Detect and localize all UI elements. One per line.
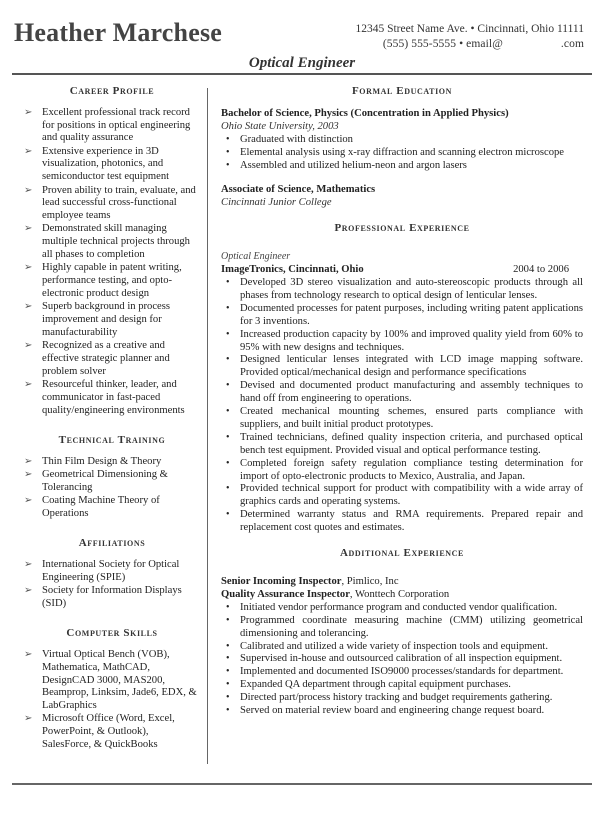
bullet-icon: • xyxy=(226,276,230,288)
list-item: • Provided technical support for product with compatibility with a wide array of graphics cards and operating systems. xyxy=(226,483,583,508)
experience-list xyxy=(221,277,583,535)
arrow-bullet-icon: ➢ xyxy=(24,262,33,274)
column-divider xyxy=(207,88,208,764)
list-item: ➢ Coating Machine Theory of Operations xyxy=(24,495,160,519)
list-item: ➢ Resourceful thinker, leader, and communicator in fast-paced quality/engineering environments xyxy=(24,379,185,416)
bullet-icon: • xyxy=(226,431,230,443)
bullet-icon: • xyxy=(226,640,230,652)
bullet-icon: • xyxy=(226,380,230,392)
arrow-bullet-icon: ➢ xyxy=(24,455,33,467)
list-item: ➢ Superb background in process improvement and design for manufacturability xyxy=(24,301,170,338)
arrow-bullet-icon: ➢ xyxy=(24,585,33,597)
list-item: • Determined warranty status and RMA requirements. Prepared repair and replacement cost quotes and estimates. xyxy=(226,509,583,534)
bullet-icon: • xyxy=(226,483,230,495)
affiliations-list xyxy=(24,559,200,611)
computer-skills-heading: Computer Skills xyxy=(66,627,158,640)
additional-experience-heading: Additional Experience xyxy=(340,547,464,560)
bullet-icon: • xyxy=(226,159,230,171)
bullet-icon: • xyxy=(226,679,230,691)
computer-skills-list xyxy=(24,649,200,752)
school-associate: Cincinnati Junior College xyxy=(221,197,332,209)
list-item: ➢ Recognized as a creative and effective strategic planner and problem solver xyxy=(24,340,170,377)
list-item: ➢ Virtual Optical Bench (VOB), Mathematica, MathCAD, DesignCAD 3000, MAS200, Beamprop, Linksim, Jade6, EDX, & LabGraphics xyxy=(24,648,197,712)
left-column xyxy=(24,85,200,752)
job-title-heading: Optical Engineer xyxy=(248,55,356,71)
affiliations-heading: Affiliations xyxy=(78,537,146,550)
bullet-icon: • xyxy=(226,354,230,366)
list-item: • Designed lenticular lenses integrated with LCD image mapping software. Provided optical/mechanical design and performance specifications xyxy=(226,354,583,379)
list-item: • Devised and documented product manufacturing and assembly techniques to hand off from engineering to operations. xyxy=(226,380,583,405)
additional-experience-list xyxy=(221,602,583,718)
experience-heading: Professional Experience xyxy=(334,222,470,235)
list-item: ➢ Highly capable in patent writing, performance testing, and opto-electronic product design xyxy=(24,262,182,299)
phone-email-line xyxy=(355,37,584,52)
company-name: ImageTronics, Cincinnati, Ohio xyxy=(221,264,364,276)
list-item: • Graduated with distinction xyxy=(226,133,353,145)
career-profile-heading: Career Profile xyxy=(69,85,155,97)
email-domain: .com xyxy=(560,38,584,50)
list-item: ➢ Microsoft Office (Word, Excel, PowerPoint, & Outlook), SalesForce, & QuickBooks xyxy=(24,713,175,751)
list-item: • Implemented and documented ISO9000 processes/standards for department. xyxy=(226,666,564,678)
degree-associate: Associate of Science, Mathematics xyxy=(221,184,376,196)
list-item: • Elemental analysis using x-ray diffraction and scanning electron microscope xyxy=(226,146,564,158)
experience-company-row xyxy=(221,264,583,277)
list-item: ➢ Proven ability to train, evaluate, and lead successful cross-functional employee teams xyxy=(24,184,196,222)
list-item: • Increased production capacity by 100% and improved quality yield from 60% to 95% with new designs and techniques. xyxy=(226,328,583,353)
bullet-icon: • xyxy=(226,692,230,704)
list-item: ➢ Thin Film Design & Theory xyxy=(24,455,162,467)
bullet-icon: • xyxy=(226,653,230,665)
bullet-icon: • xyxy=(226,406,230,418)
additional-role-1: Senior Incoming Inspector, Pimlico, Inc xyxy=(221,576,399,587)
list-item: • Calibrated and utilized a wide variety of inspection tools and equipment. xyxy=(226,640,549,652)
additional-role-2: Quality Assurance Inspector, Wonttech Corporation xyxy=(221,588,450,600)
arrow-bullet-icon: ➢ xyxy=(24,106,33,118)
experience-job-title: Optical Engineer xyxy=(221,251,291,263)
arrow-bullet-icon: ➢ xyxy=(24,559,33,570)
arrow-bullet-icon: ➢ xyxy=(24,648,33,660)
arrow-bullet-icon: ➢ xyxy=(24,223,33,235)
list-item: • Trained technicians, defined quality inspection criteria, and purchased optical bench test equipment. Provided visual and optical performance testing. xyxy=(226,431,583,456)
list-item: ➢ Excellent professional track record for positions in optical engineering and quality assurance xyxy=(24,106,191,144)
list-item: • Created mechanical mounting schemes, ensured parts compliance with suppliers, and built initial product prototypes. xyxy=(226,406,583,430)
school-bachelor: Ohio State University, 2003 xyxy=(221,120,339,132)
education-list xyxy=(221,134,583,173)
bullet-icon: • xyxy=(226,146,230,158)
list-item: • Assembled and utilized helium-neon and argon lasers xyxy=(226,159,467,171)
bullet-icon: • xyxy=(226,328,230,340)
right-column xyxy=(221,85,583,718)
header-divider xyxy=(12,73,592,75)
contact-block xyxy=(355,22,584,52)
career-profile-list xyxy=(24,107,200,418)
list-item: ➢ Geometrical Dimensioning & Tolerancing xyxy=(24,469,168,493)
arrow-bullet-icon: ➢ xyxy=(24,379,33,391)
arrow-bullet-icon: ➢ xyxy=(24,713,33,725)
list-item: • Initiated vendor performance program and conducted vendor qualification. xyxy=(226,601,558,613)
arrow-bullet-icon: ➢ xyxy=(24,340,33,352)
technical-training-list xyxy=(24,456,200,521)
bullet-icon: • xyxy=(226,705,230,717)
list-item: • Directed part/process history tracking and budget requirements gathering. xyxy=(226,692,553,704)
arrow-bullet-icon: ➢ xyxy=(24,495,33,507)
bullet-icon: • xyxy=(226,666,230,678)
bullet-icon: • xyxy=(226,133,230,145)
bullet-icon: • xyxy=(226,457,230,469)
list-item: • Supervised in-house and outsourced calibration of all inspection equipment. xyxy=(226,653,563,665)
list-item: • Developed 3D stereo visualization and auto-stereoscopic products through all phases from technology research to optical design of lenticular lenses. xyxy=(226,276,583,301)
bullet-icon: • xyxy=(226,302,230,314)
footer-divider xyxy=(12,783,592,785)
candidate-name: Heather Marchese xyxy=(14,18,223,47)
employment-dates: 2004 to 2006 xyxy=(513,264,569,276)
list-item: ➢ International Society for Optical Engineering (SPIE) xyxy=(24,559,180,583)
degree-bachelor: Bachelor of Science, Physics (Concentration in Applied Physics) xyxy=(221,107,509,119)
bullet-icon: • xyxy=(226,614,230,626)
address-line: 12345 Street Name Ave. • Cincinnati, Ohio 11111 xyxy=(355,23,584,35)
phone-email: (555) 555-5555 • email@ xyxy=(382,38,503,50)
list-item: • Documented processes for patent purposes, including writing patent applications for 3 inventions. xyxy=(226,302,583,327)
list-item: • Expanded QA department through capital equipment purchases. xyxy=(226,679,511,691)
arrow-bullet-icon: ➢ xyxy=(24,469,33,481)
list-item: • Completed foreign safety regulation compliance testing determination for import of opto-electronic products to Mexico, Australia, and Japan. xyxy=(226,457,583,482)
bullet-icon: • xyxy=(226,601,230,613)
bullet-icon: • xyxy=(226,509,230,521)
list-item: • Programmed coordinate measuring machine (CMM) utilizing geometrical dimensioning and tolerancing. xyxy=(226,614,583,639)
arrow-bullet-icon: ➢ xyxy=(24,184,33,196)
list-item: • Served on material review board and engineering change request board. xyxy=(226,705,545,717)
list-item: ➢ Demonstrated skill managing multiple technical projects through all phases to completion xyxy=(24,223,190,261)
list-item: ➢ Society for Information Displays (SID) xyxy=(24,585,182,609)
arrow-bullet-icon: ➢ xyxy=(24,145,33,157)
technical-training-heading: Technical Training xyxy=(58,433,166,446)
list-item: ➢ Extensive experience in 3D visualization, photonics, and semiconductor test equipment xyxy=(24,145,170,183)
arrow-bullet-icon: ➢ xyxy=(24,301,33,313)
education-heading: Formal Education xyxy=(351,85,453,97)
